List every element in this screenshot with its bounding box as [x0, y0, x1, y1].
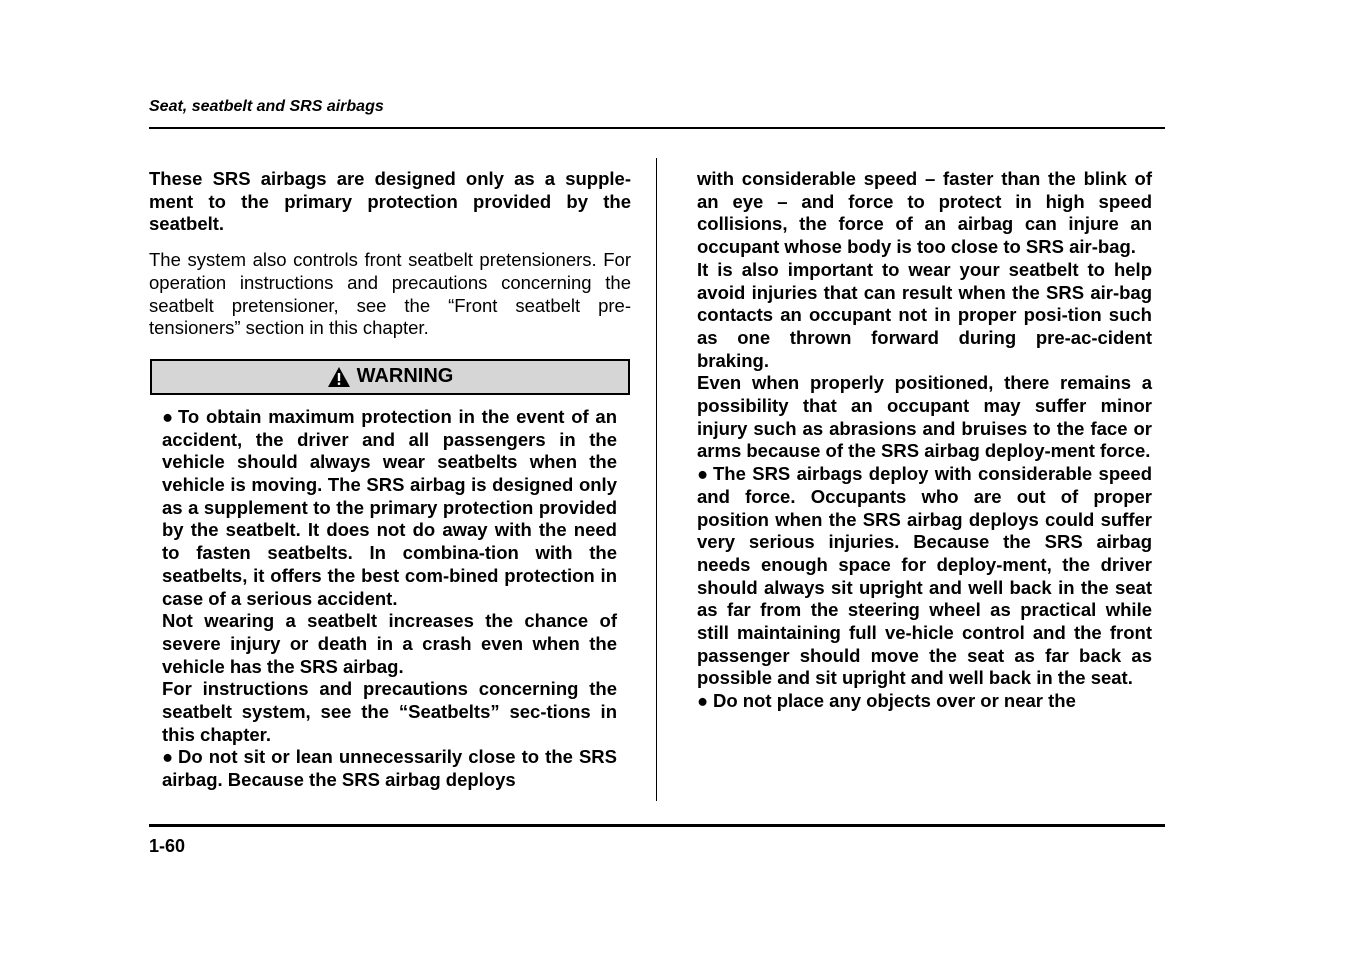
warning-bullet-2: [162, 746, 617, 791]
warning-bullet-1: [162, 406, 617, 610]
right-paragraph-1: with considerable speed – faster than the blink of an eye – and force to protect in high speed collisions, the force of an airbag can injure an occupant whose body is too close to SRS air-bag.: [697, 168, 1152, 258]
bullet-icon: ●: [697, 463, 709, 485]
bullet-icon: ●: [697, 690, 709, 712]
warning-paragraph-3: For instructions and precautions concerning the seatbelt system, see the “Seatbelts” sec-tions in this chapter.: [162, 678, 617, 745]
bullet-icon: ●: [162, 405, 174, 427]
page-number: 1-60: [149, 836, 186, 856]
warning-bullet-4-text: Do not place any objects over or near the: [713, 690, 1076, 712]
column-divider: [656, 158, 657, 801]
warning-bullet-3: [697, 463, 1152, 690]
warning-triangle-icon: [327, 366, 351, 388]
intro-bold-paragraph: These SRS airbags are designed only as a supple-ment to the primary protection provided by the seatbelt.: [149, 168, 631, 235]
intro-paragraph: The system also controls front seatbelt pretensioners. For operation instructions and precautions concerning the seatbelt pretensioner, see the “Front seatbelt pre-tensioners” section in this chapter.: [149, 249, 631, 339]
right-paragraph-2: It is also important to wear your seatbelt to help avoid injuries that can result when the SRS air-bag contacts an occupant not in proper posi-tion such as one thrown forward during pre-ac-cident braking.: [697, 258, 1152, 371]
footer-rule: [149, 824, 1165, 827]
right-paragraph-3: Even when properly positioned, there remains a possibility that an occupant may suffer minor injury such as abrasions and bruises to the face or arms because of the SRS airbag deploy-ment force.: [697, 372, 1152, 462]
header-rule: [149, 127, 1165, 129]
warning-body: [162, 406, 617, 792]
warning-bullet-4: [697, 690, 1152, 713]
warning-paragraph-2: Not wearing a seatbelt increases the chance of severe injury or death in a crash even when the vehicle has the SRS airbag.: [162, 610, 617, 677]
warning-banner: [150, 359, 630, 395]
warning-bullet-3-text: The SRS airbags deploy with considerable speed and force. Occupants who are out of proper position when the SRS airbag deploys could suffer very serious injuries. Because the SRS airbag needs enough space for deploy-ment, the driver should always sit upright and well back in the seat as far from the steering wheel as practical while still maintaining full ve-hicle control and the front passenger should move the seat as far back as possible and sit upright and well back in the seat.: [697, 463, 1152, 689]
warning-bullet-2-text: Do not sit or lean unnecessarily close to the SRS airbag. Because the SRS airbag deploys: [162, 746, 617, 791]
right-column: [697, 168, 1152, 713]
section-header-title: Seat, seatbelt and SRS airbags: [149, 98, 384, 115]
bullet-icon: ●: [162, 746, 174, 768]
warning-bullet-1-text: To obtain maximum protection in the event of an accident, the driver and all passengers in the vehicle should always wear seatbelts when the vehicle is moving. The SRS airbag is designed only as a supplement to the primary protection provided by the seatbelt. It does not do away with the need to fasten seatbelts. In combina-tion with the seatbelts, it offers the best com-bined protection in case of a serious accident.: [162, 405, 617, 609]
left-column: [149, 168, 631, 792]
warning-label: WARNING: [356, 365, 454, 388]
